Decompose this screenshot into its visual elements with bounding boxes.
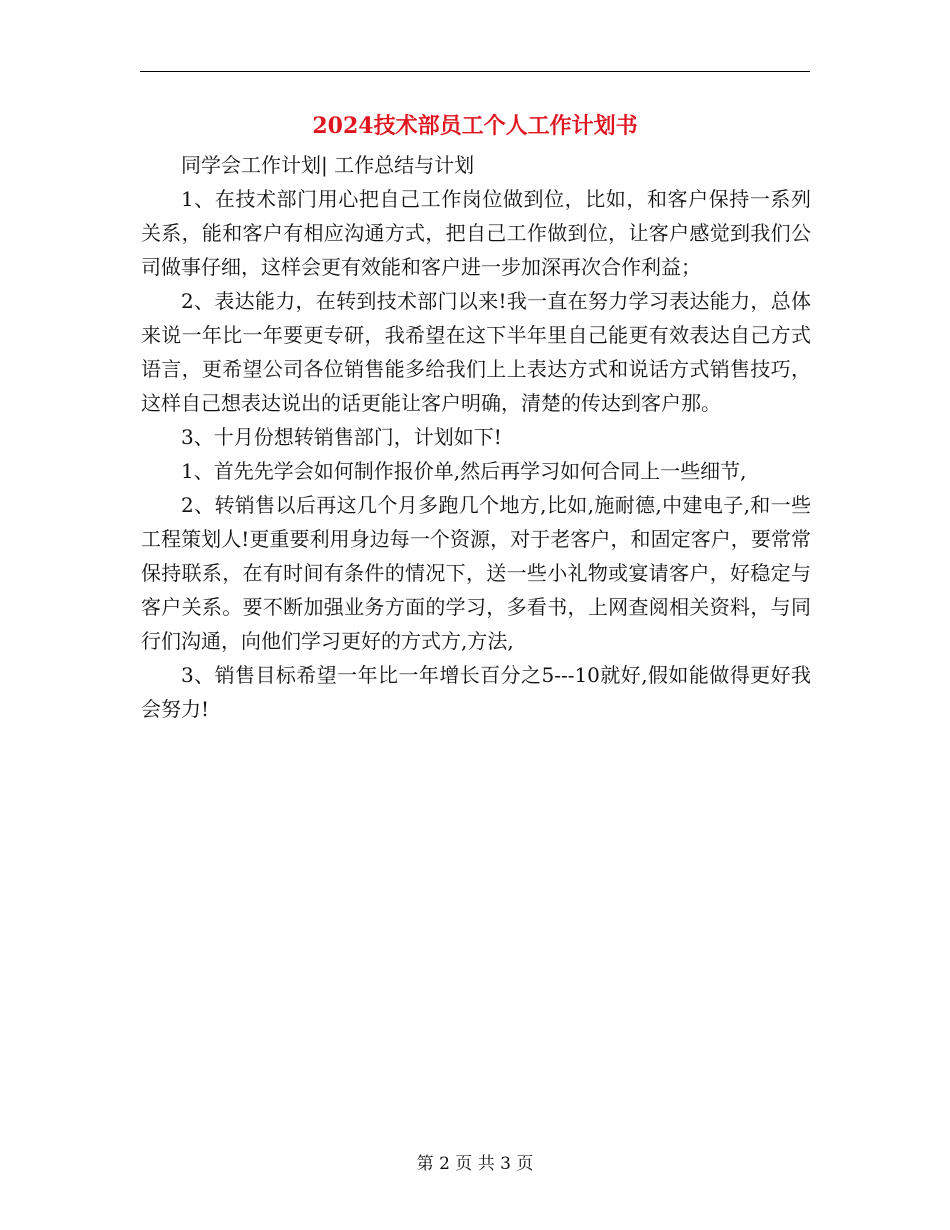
body-paragraph-subtitle: 同学会工作计划| 工作总结与计划	[181, 153, 475, 177]
body-paragraph-5: 2、转销售以后再这几个月多跑几个地方,比如,施耐德,中建电子,和一些工程策划人!更重要利用身边每一个资源，对于老客户，和固定客户，要常常保持联系，在有时间有条件的情况下，送一些小礼物或宴请客户，好稳定与客户关系。要不断加强业务方面的学习，多看书，上网查阅相关资料，与同行们沟通，向他们学习更好的方式方,方法,	[141, 493, 811, 653]
body-paragraph-2: 2、表达能力，在转到技术部门以来!我一直在努力学习表达能力，总体来说一年比一年要更专研，我希望在这下半年里自己能更有效表达自己方式语言，更希望公司各位销售能多给我们上上表达方式和说话方式销售技巧，这样自己想表达说出的话更能让客户明确，清楚的传达到客户那。	[141, 289, 811, 415]
body-paragraph-1: 1、在技术部门用心把自己工作岗位做到位，比如，和客户保持一系列关系，能和客户有相应沟通方式，把自己工作做到位，让客户感觉到我们公司做事仔细，这样会更有效能和客户进一步加深再次合作利益；	[141, 187, 811, 279]
document-body	[141, 148, 811, 726]
document-title: 2024技术部员工个人工作计划书	[312, 113, 638, 139]
body-paragraph-4: 1、首先先学会如何制作报价单,然后再学习如何合同上一些细节,	[181, 459, 747, 483]
header-rule	[140, 71, 810, 72]
page-footer: 第 2 页 共 3 页	[416, 1154, 534, 1174]
body-paragraph-3: 3、十月份想转销售部门，计划如下!	[181, 425, 502, 449]
body-paragraph-6: 3、销售目标希望一年比一年增长百分之5---10就好,假如能做得更好我会努力!	[141, 663, 811, 721]
